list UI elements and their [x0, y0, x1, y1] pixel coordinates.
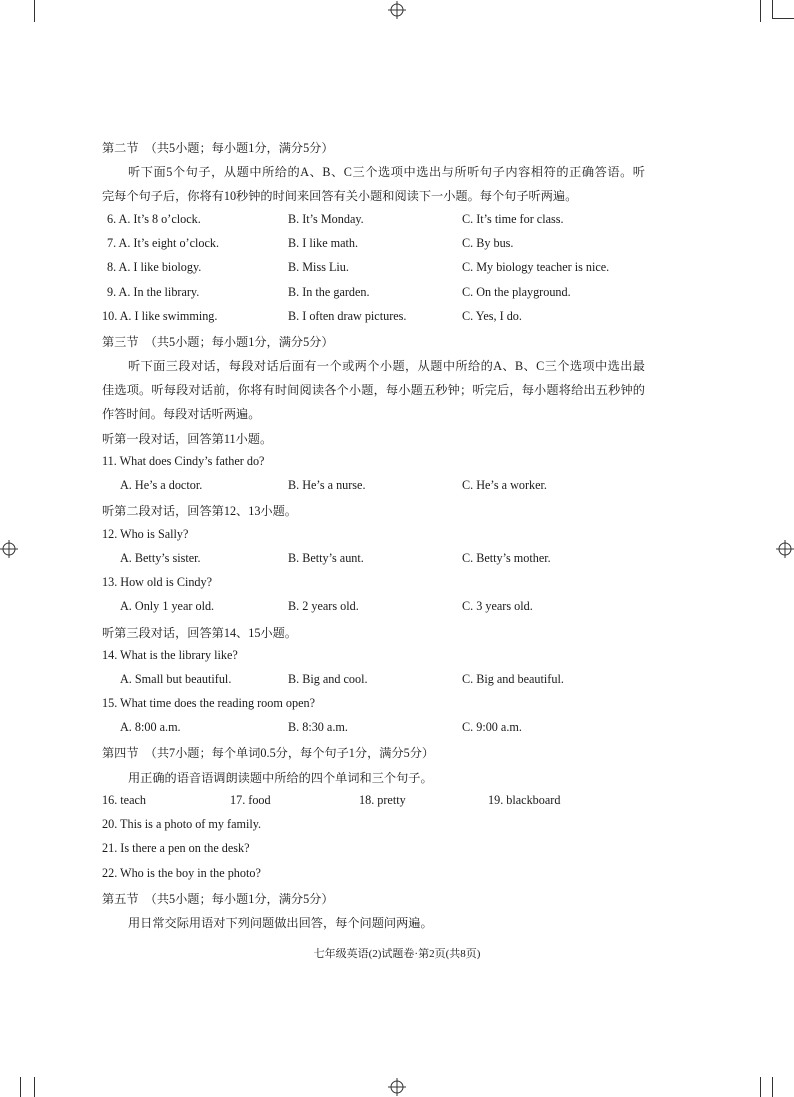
section3-instruction-line3: 作答时间。每段对话听两遍。 [102, 407, 261, 421]
option-c: C. By bus. [462, 236, 514, 250]
option-b: B. In the garden. [288, 285, 370, 299]
crop-mark [34, 0, 35, 22]
section5-heading: 第五节 （共5小题；每小题1分，满分5分） [102, 892, 334, 906]
section3-instruction-line1: 听下面三段对话，每段对话后面有一个或两个小题，从题中所给的A、B、C三个选项中选出最 [128, 359, 645, 373]
question-11-stem: 11. What does Cindy’s father do? [102, 454, 265, 468]
section3-heading: 第三节 （共5小题；每小题1分，满分5分） [102, 335, 334, 349]
registration-mark-icon [388, 1, 406, 19]
crop-mark [772, 1077, 773, 1097]
section2-instruction-line2: 完每个句子后，你将有10秒钟的时间来回答有关小题和阅读下一小题。每个句子听两遍。 [102, 189, 578, 203]
option-a: 8. A. I like biology. [107, 260, 202, 274]
word-19: 19. blackboard [488, 793, 561, 807]
option-a: 7. A. It’s eight o’clock. [107, 236, 220, 250]
word-18: 18. pretty [359, 793, 406, 807]
question-14-option-b: B. Big and cool. [288, 672, 368, 686]
option-b: B. Miss Liu. [288, 260, 349, 274]
crop-mark [760, 1077, 761, 1097]
section3-instruction-line2: 佳选项。听每段对话前，你将有时间阅读各个小题，每小题五秒钟；听完后，每小题将给出五秒钟的 [102, 383, 645, 397]
dialog-3-intro: 听第三段对话，回答第14、15小题。 [102, 626, 297, 640]
section4-instruction: 用正确的语音语调朗读题中所给的四个单词和三个句子。 [128, 771, 433, 785]
question-11-option-a: A. He’s a doctor. [120, 478, 203, 492]
option-c: C. Yes, I do. [462, 309, 522, 323]
option-b: B. I like math. [288, 236, 359, 250]
question-12-stem: 12. Who is Sally? [102, 527, 189, 541]
registration-mark-icon [388, 1078, 406, 1096]
page-footer: 七年级英语(2)试题卷·第2页(共8页) [313, 948, 481, 960]
crop-mark [760, 0, 761, 22]
question-12-option-c: C. Betty’s mother. [462, 551, 551, 565]
section2-instruction-line1: 听下面5个句子，从题中所给的A、B、C三个选项中选出与所听句子内容相符的正确答语。听 [128, 165, 645, 179]
question-12-option-a: A. Betty’s sister. [120, 551, 201, 565]
question-13-option-c: C. 3 years old. [462, 599, 533, 613]
option-a: 10. A. I like swimming. [102, 309, 218, 323]
crop-mark [20, 1077, 21, 1097]
question-13-option-b: B. 2 years old. [288, 599, 359, 613]
sentence-22: 22. Who is the boy in the photo? [102, 866, 261, 880]
question-13-option-a: A. Only 1 year old. [120, 599, 215, 613]
crop-mark [772, 0, 773, 18]
question-15-option-b: B. 8:30 a.m. [288, 720, 348, 734]
question-14-stem: 14. What is the library like? [102, 648, 238, 662]
question-15-stem: 15. What time does the reading room open? [102, 696, 315, 710]
crop-mark [772, 18, 794, 19]
sentence-20: 20. This is a photo of my family. [102, 817, 262, 831]
question-15-option-a: A. 8:00 a.m. [120, 720, 181, 734]
registration-mark-icon [0, 540, 18, 558]
question-11-option-b: B. He’s a nurse. [288, 478, 366, 492]
option-c: C. My biology teacher is nice. [462, 260, 610, 274]
question-12-option-b: B. Betty’s aunt. [288, 551, 364, 565]
section2-heading: 第二节 （共5小题；每小题1分，满分5分） [102, 141, 334, 155]
dialog-2-intro: 听第二段对话，回答第12、13小题。 [102, 504, 297, 518]
option-c: C. It’s time for class. [462, 212, 564, 226]
option-c: C. On the playground. [462, 285, 571, 299]
question-13-stem: 13. How old is Cindy? [102, 575, 213, 589]
option-a: 6. A. It’s 8 o’clock. [107, 212, 201, 226]
option-a: 9. A. In the library. [107, 285, 200, 299]
word-17: 17. food [230, 793, 271, 807]
question-11-option-c: C. He’s a worker. [462, 478, 547, 492]
sentence-21: 21. Is there a pen on the desk? [102, 841, 250, 855]
option-b: B. It’s Monday. [288, 212, 364, 226]
section4-heading: 第四节 （共7小题；每个单词0.5分，每个句子1分，满分5分） [102, 746, 435, 760]
registration-mark-icon [776, 540, 794, 558]
crop-mark [34, 1077, 35, 1097]
section5-instruction: 用日常交际用语对下列问题做出回答，每个问题问两遍。 [128, 916, 433, 930]
question-14-option-c: C. Big and beautiful. [462, 672, 564, 686]
dialog-1-intro: 听第一段对话，回答第11小题。 [102, 432, 273, 446]
question-14-option-a: A. Small but beautiful. [120, 672, 232, 686]
word-16: 16. teach [102, 793, 146, 807]
question-15-option-c: C. 9:00 a.m. [462, 720, 522, 734]
option-b: B. I often draw pictures. [288, 309, 407, 323]
